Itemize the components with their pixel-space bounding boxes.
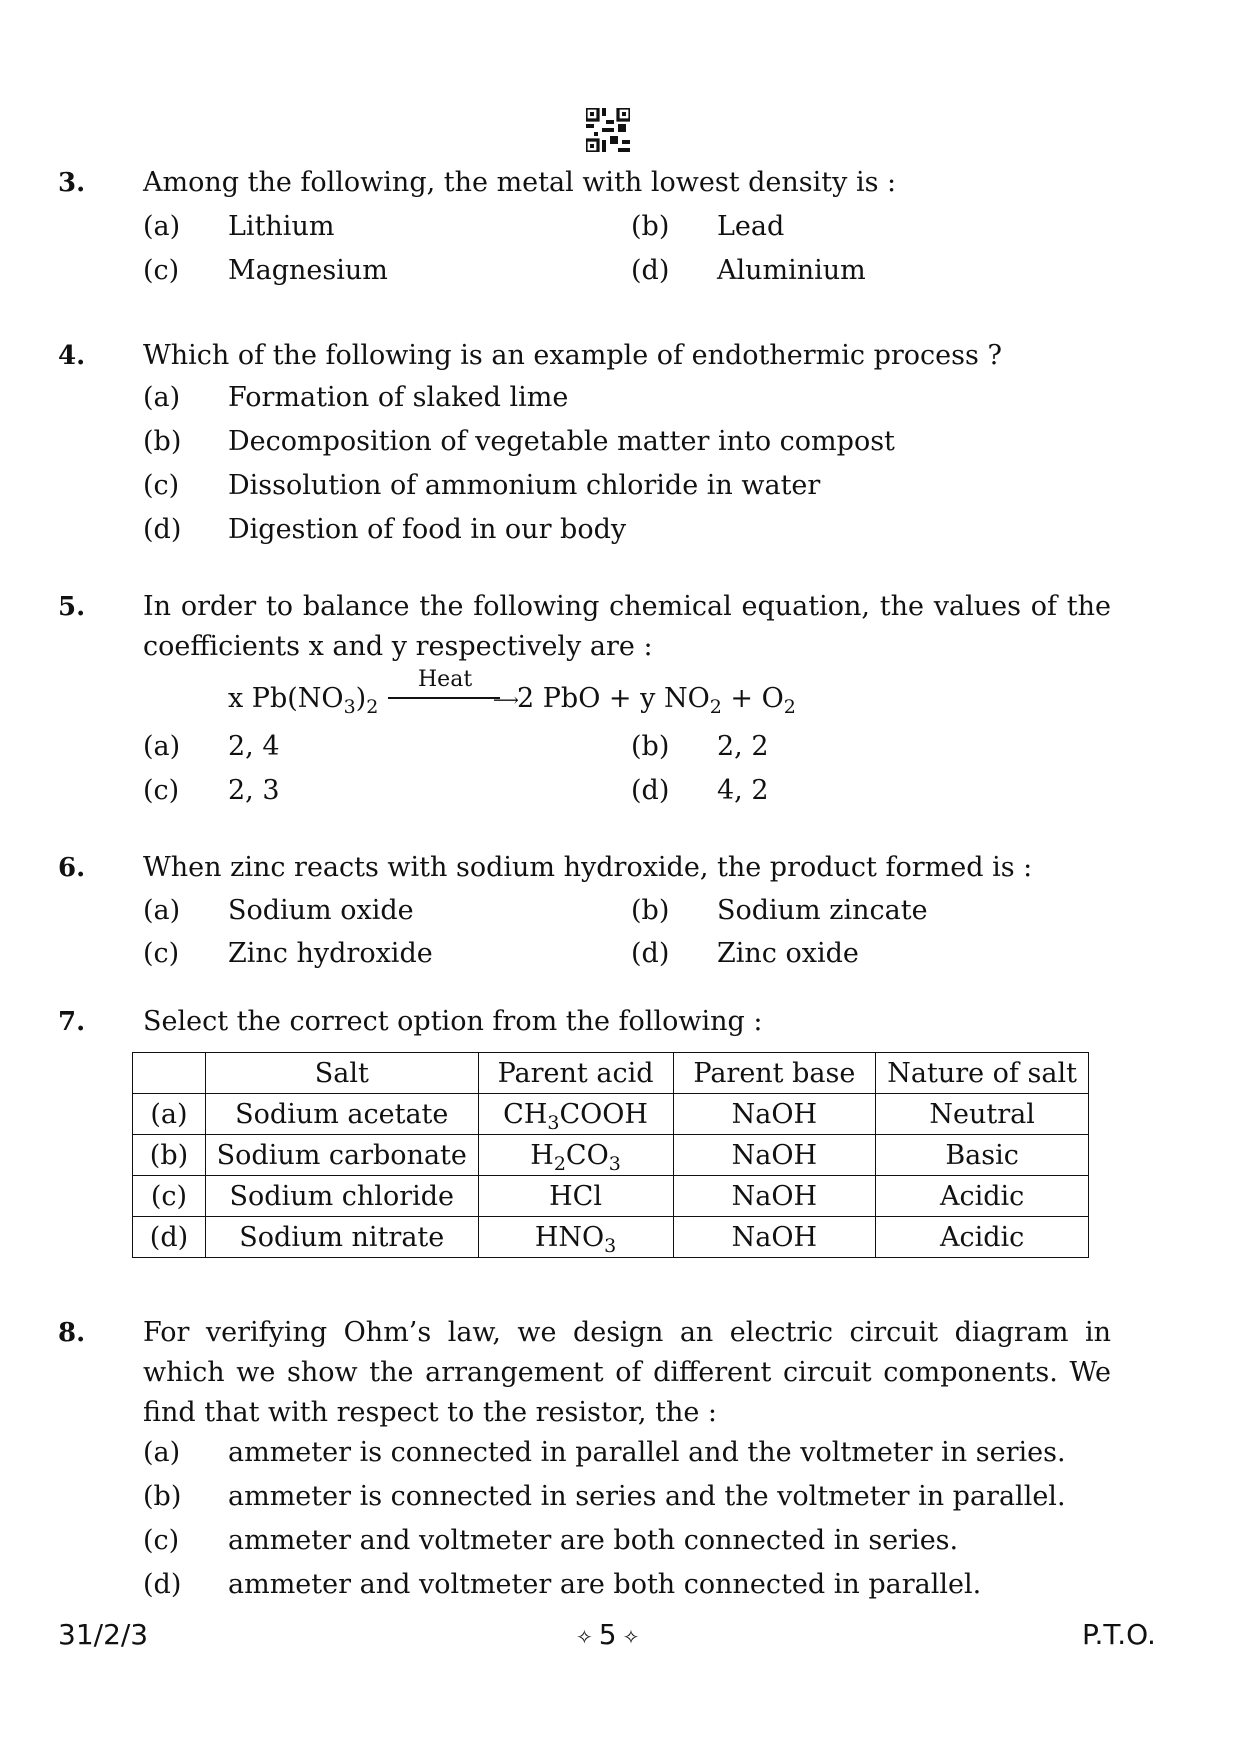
option-text: 2, 4 — [228, 731, 280, 762]
option-letter: (d) — [631, 775, 670, 806]
option-text: ammeter and voltmeter are both connected in series. — [228, 1525, 959, 1556]
nature-cell: Basic — [876, 1135, 1089, 1176]
table-row — [133, 1135, 1089, 1176]
row-letter: (a) — [133, 1094, 206, 1135]
option-letter: (c) — [143, 255, 180, 286]
option-letter: (d) — [631, 255, 670, 286]
option-letter: (a) — [143, 731, 181, 762]
option-text: 4, 2 — [717, 775, 769, 806]
reaction-arrow — [388, 697, 500, 699]
option-text: 2, 2 — [717, 731, 769, 762]
option-text: ammeter and voltmeter are both connected in parallel. — [228, 1569, 982, 1600]
acid-cell: $CH_3COOH$ — [478, 1094, 673, 1135]
nature-cell: Neutral — [876, 1094, 1089, 1135]
option-text: 2, 3 — [228, 775, 280, 806]
option-letter: (b) — [631, 895, 670, 926]
option-text: ammeter is connected in series and the voltmeter in parallel. — [228, 1481, 1066, 1512]
option-text: Formation of slaked lime — [228, 382, 569, 413]
option-text: Zinc oxide — [717, 938, 859, 969]
option-letter: (b) — [143, 426, 182, 457]
option-letter: (d) — [143, 1569, 182, 1600]
option-text: Sodium oxide — [228, 895, 414, 926]
acid-cell: HCl — [478, 1176, 673, 1217]
question-text: Among the following, the metal with lowest density is : — [143, 167, 897, 198]
option-letter: (c) — [143, 775, 180, 806]
question-number: 4. — [58, 341, 86, 371]
base-cell: NaOH — [673, 1135, 876, 1176]
salt-cell: Sodium chloride — [205, 1176, 478, 1217]
page-ornament-icon: ✧ — [622, 1625, 640, 1649]
table-header — [133, 1053, 206, 1094]
question-number: 5. — [58, 592, 86, 622]
salt-table — [132, 1052, 1089, 1258]
option-text: Zinc hydroxide — [228, 938, 433, 969]
option-text: Lead — [717, 211, 785, 242]
question-text: Select the correct option from the following : — [143, 1006, 763, 1037]
acid-cell: $HNO_3$ — [478, 1217, 673, 1258]
option-text: Sodium zincate — [717, 895, 928, 926]
question-number: 6. — [58, 853, 86, 883]
option-letter: (d) — [143, 514, 182, 545]
table-header: Parent acid — [478, 1053, 673, 1094]
salt-cell: Sodium nitrate — [205, 1217, 478, 1258]
option-text: Dissolution of ammonium chloride in water — [228, 470, 821, 501]
option-text: Aluminium — [717, 255, 866, 286]
option-text: Magnesium — [228, 255, 388, 286]
table-header-row — [133, 1053, 1089, 1094]
option-text: Decomposition of vegetable matter into compost — [228, 426, 895, 457]
option-letter: (a) — [143, 895, 181, 926]
question-text: Which of the following is an example of endothermic process ? — [143, 340, 1002, 371]
arrow-head-icon: ⟶ — [493, 690, 519, 711]
option-letter: (b) — [631, 731, 670, 762]
acid-cell: $H_2CO_3$ — [478, 1135, 673, 1176]
salt-cell: Sodium carbonate — [205, 1135, 478, 1176]
question-text: When zinc reacts with sodium hydroxide, the product formed is : — [143, 852, 1033, 883]
base-cell: NaOH — [673, 1094, 876, 1135]
option-text: Lithium — [228, 211, 335, 242]
nature-cell: Acidic — [876, 1176, 1089, 1217]
equation-left: x $Pb(NO_3)_2$ — [228, 683, 379, 718]
table-header: Salt — [205, 1053, 478, 1094]
table-row — [133, 1217, 1089, 1258]
table-row — [133, 1094, 1089, 1135]
page-ornament-icon: ✧ — [576, 1625, 593, 1649]
table-header: Parent base — [673, 1053, 876, 1094]
option-letter: (c) — [143, 938, 180, 969]
row-letter: (c) — [133, 1176, 206, 1217]
paper-code: 31/2/3 — [58, 1618, 149, 1651]
table-row — [133, 1176, 1089, 1217]
option-letter: (c) — [143, 470, 180, 501]
option-letter: (a) — [143, 1437, 181, 1468]
option-text: ammeter is connected in parallel and the voltmeter in series. — [228, 1437, 1066, 1468]
table-header: Nature of salt — [876, 1053, 1089, 1094]
row-letter: (b) — [133, 1135, 206, 1176]
salt-cell: Sodium acetate — [205, 1094, 478, 1135]
option-letter: (a) — [143, 382, 181, 413]
question-text: In order to balance the following chemical equation, the values of the coefficients x and y respectively are : — [143, 591, 1111, 662]
option-letter: (b) — [631, 211, 670, 242]
page-number: ✧ 5 ✧ — [576, 1618, 640, 1651]
please-turn-over: P.T.O. — [1082, 1618, 1156, 1651]
option-letter: (d) — [631, 938, 670, 969]
option-letter: (b) — [143, 1481, 182, 1512]
nature-cell: Acidic — [876, 1217, 1089, 1258]
question-number: 8. — [58, 1318, 86, 1348]
equation-right: 2 PbO + y $NO_2 + O_2$ — [517, 683, 796, 718]
equation-condition: Heat — [418, 667, 473, 692]
question-text: For verifying Ohm’s law, we design an electric circuit diagram in which we show the arrangement of different circuit components. We find that with respect to the resistor, the : — [143, 1317, 1111, 1428]
qr-code-icon — [586, 108, 630, 152]
base-cell: NaOH — [673, 1176, 876, 1217]
option-letter: (c) — [143, 1525, 180, 1556]
question-number: 7. — [58, 1007, 86, 1037]
row-letter: (d) — [133, 1217, 206, 1258]
option-text: Digestion of food in our body — [228, 514, 627, 545]
base-cell: NaOH — [673, 1217, 876, 1258]
question-number: 3. — [58, 168, 86, 198]
option-letter: (a) — [143, 211, 181, 242]
